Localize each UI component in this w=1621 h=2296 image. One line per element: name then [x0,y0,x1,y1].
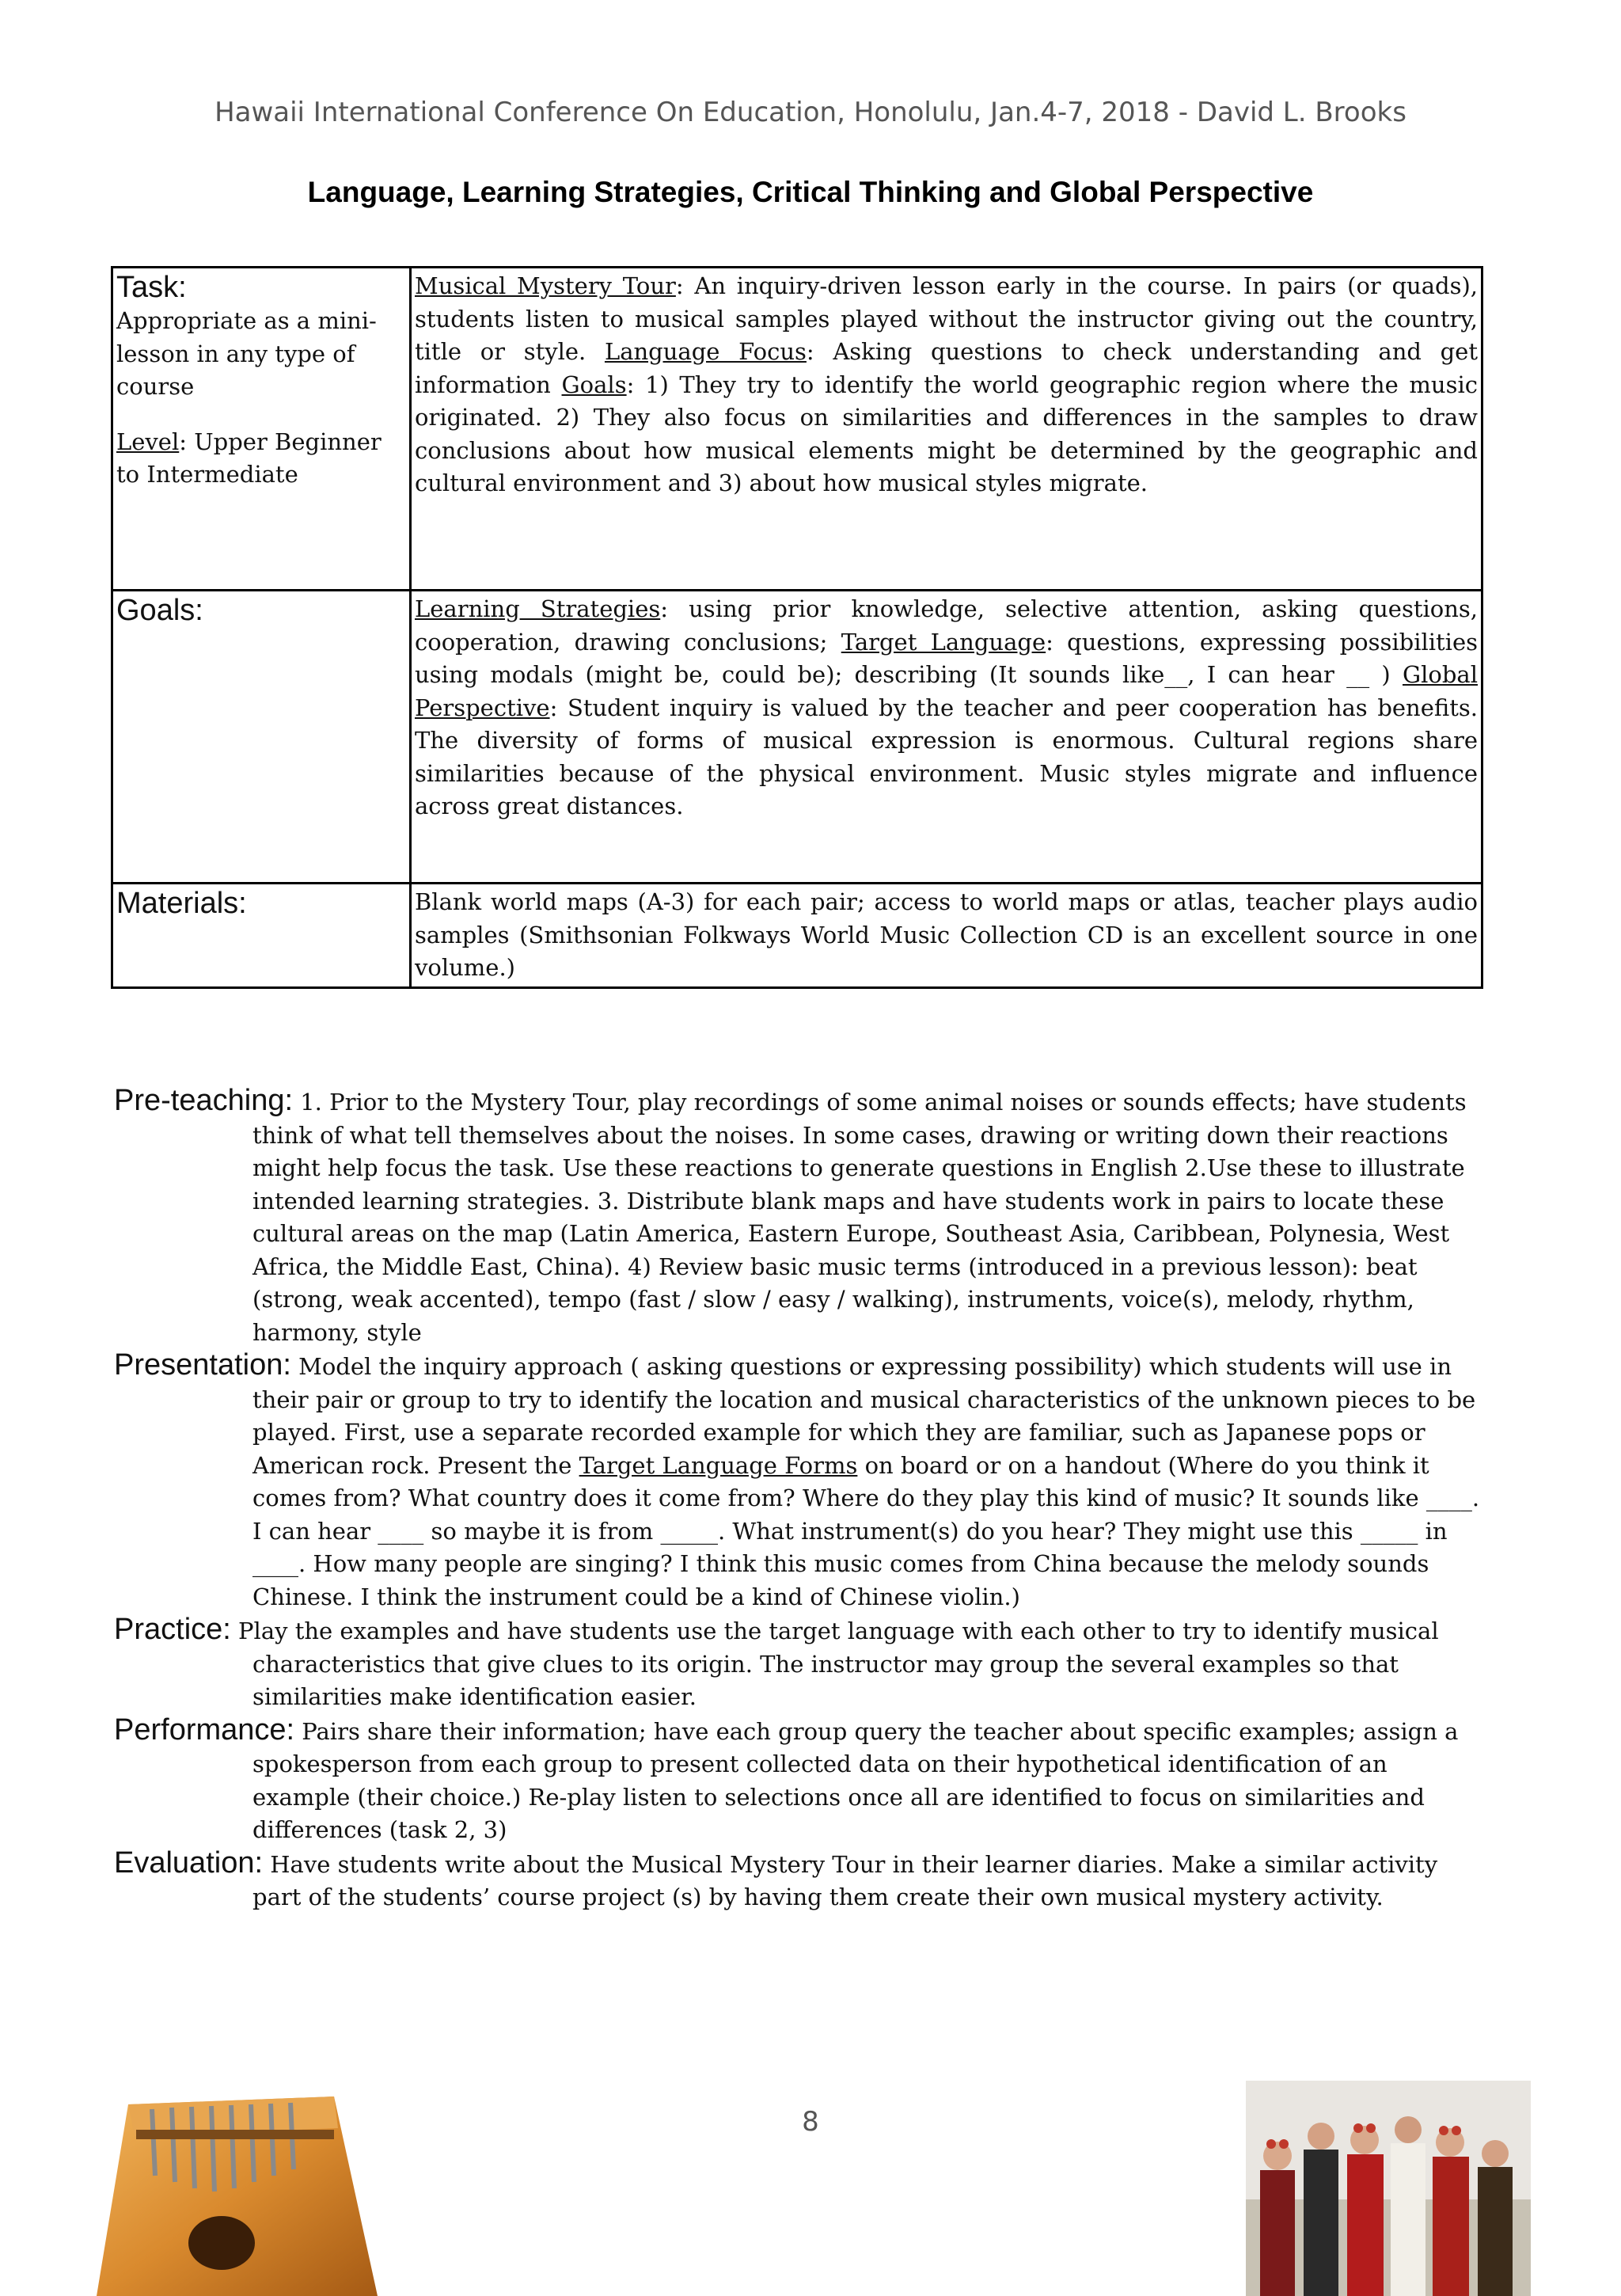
task-scope-text: Appropriate as a mini-lesson in any type of course [116,307,377,400]
lesson-sections [114,1085,1491,1914]
evaluation-text: Have students write about the Musical Mystery Tour in their learner diaries. Make a similar activity part of the students’ course project (s) by having them create their own musical mystery activity. [252,1850,1438,1910]
materials-label-cell [112,884,411,988]
practice-section [114,1614,1491,1714]
target-language-forms-link: Target Language Forms [579,1451,858,1479]
tour-label: Musical Mystery Tour [415,272,676,299]
learning-strategies-label: Learning Strategies [415,595,661,622]
goals-inline-label: Goals [561,371,627,398]
presentation-text-1: Model the inquiry approach ( asking questions or expressing possibility) which students will use in their pair or group to try to identify the location and musical characteristics of the unknown pieces to be played. First, use a separate recorded example for which they are familiar, such as Japanese pops or American rock. Present the [252,1353,1476,1479]
preteaching-text: 1. Prior to the Mystery Tour, play recordings of some animal noises or sounds effects; have students think of what tell themselves about the noises. In some cases, drawing or writing down their reactions might help focus the task. Use these reactions to generate questions in English 2.Use these to illustrate intended learning strategies. 3. Distribute blank maps and have students work in pairs to locate these cultural areas on the map (Latin America, Eastern Europe, Southeast Asia, Caribbean, Polynesia, West Africa, the Middle East, China). 4) Review basic music terms (introduced in a previous lesson): beat (strong, weak accented), tempo (fast / slow / easy / walking), instruments, voice(s), melody, rhythm, harmony, style [252,1089,1467,1346]
presentation-text-2: on board or on a handout (Where do you think it comes from? What country does it come from? Where do they play this kind of music? It sounds like ____. I can hear ____ so maybe it is from _____. What instrument(s) do you hear? They might use this _____ in ____. How many people are singing? I think this music comes from China because the melody sounds Chinese. I think the instrument could be a kind of Chinese violin.) [252,1451,1480,1610]
task-level-text [116,426,406,492]
presentation-section [114,1349,1491,1614]
lesson-plan-table [111,266,1483,989]
global-perspective-text: : Student inquiry is valued by the teacher and peer cooperation has benefits. The diversity of forms of musical expression is enormous. Cultural regions share similarities because of the physical environment. Music styles migrate and influence across great distances. [415,694,1478,819]
performance-label: Performance: [114,1712,295,1747]
kalimba-image [97,2081,382,2296]
tour-text: : An inquiry-driven lesson early in the course. In pairs (or quads), students listen to musical samples played without the instructor giving out the country, title or style. [415,272,1478,365]
performance-text: Pairs share their information; have each group query the teacher about specific examples; assign a spokesperson from each group to present collected data on their hypothetical identification of an example (their choice.) Re-play listen to selections once all are identified to focus on similarities and differences (task 2, 3) [252,1717,1459,1843]
goals-row [112,591,1482,884]
presentation-label: Presentation: [114,1348,291,1382]
goals-inline-text: : 1) They try to identify the world geographic region where the music originated. 2) They also focus on similarities and differences in the samples to draw conclusions about how musical elements might be determined by the geographic and cultural environment and 3) about how musical styles migrate. [415,371,1478,496]
task-description-cell [411,268,1482,591]
preteaching-section [114,1085,1491,1349]
materials-heading: Materials: [116,887,247,920]
conference-header: Hawaii International Conference On Education, Honolulu, Jan.4-7, 2018 - David L. Brooks [214,97,1407,128]
performance-section [114,1714,1491,1847]
folk-ensemble-photo [1246,2081,1531,2296]
task-label-cell [112,268,411,591]
document-title: Language, Learning Strategies, Critical Thinking and Global Perspective [307,176,1314,208]
goals-label-cell [112,591,411,884]
materials-row [112,884,1482,988]
practice-text: Play the examples and have students use the target language with each other to try to identify musical characteristics that give clues to its origin. The instructor may group the several examples so that similarities make identification easier. [230,1617,1439,1710]
goals-heading: Goals: [116,594,203,627]
evaluation-section [114,1847,1491,1914]
language-focus-label: Language Focus [604,338,807,365]
evaluation-label: Evaluation: [114,1846,264,1880]
materials-description-cell: Blank world maps (A-3) for each pair; access to world maps or atlas, teacher plays audio samples (Smithsonian Folkways World Music Collection CD is an excellent source in one volume.) [411,884,1482,988]
preteaching-label: Pre-teaching: [114,1084,294,1117]
target-language-text: : questions, expressing possibilities using modals (might be, could be); describing (It sounds like__, I can hear __ ) [415,628,1478,688]
learning-strategies-text: : using prior knowledge, selective attention, asking questions, cooperation, drawing conclusions; [415,595,1478,656]
global-perspective-label: Global Perspective [415,661,1478,721]
task-heading: Task: [116,271,187,304]
goals-description-cell [411,591,1482,884]
level-label: Level [116,428,180,455]
target-language-label: Target Language [841,628,1046,656]
page-number: 8 [802,2106,819,2138]
practice-label: Practice: [114,1613,231,1646]
language-focus-text: : Asking questions to check understanding and get information [415,338,1478,398]
level-value: : Upper Beginner to Intermediate [116,428,382,488]
task-row [112,268,1482,591]
